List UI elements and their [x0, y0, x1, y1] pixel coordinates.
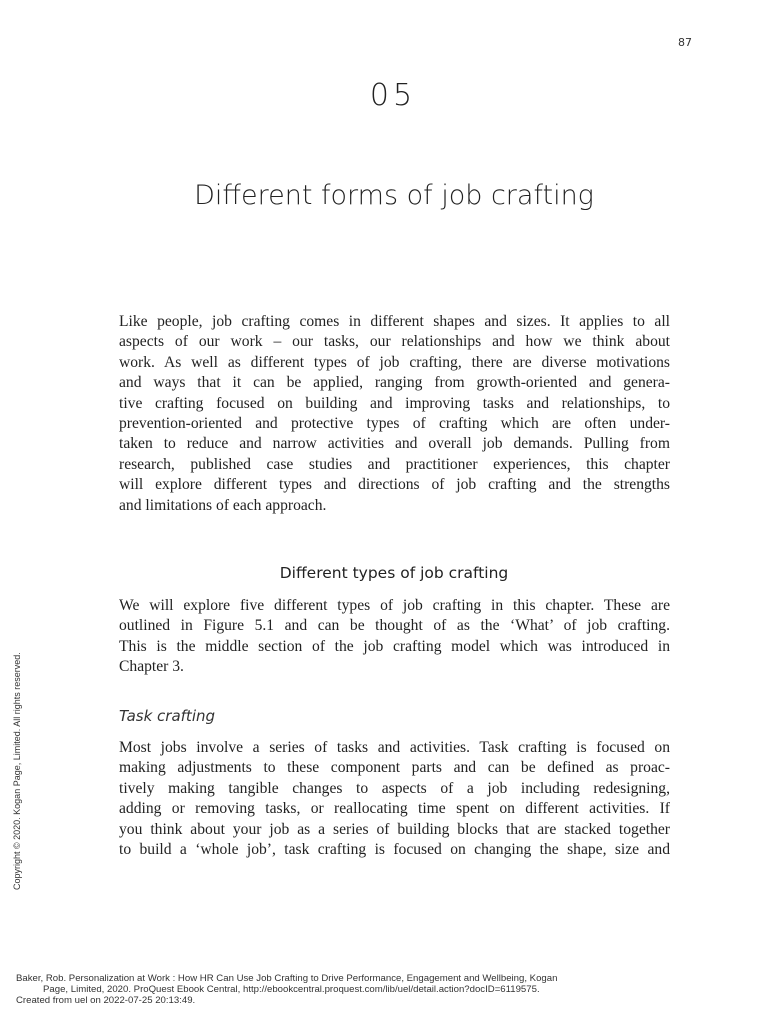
text-line: taken to reduce and narrow activities and overall job demands. Pulling from — [119, 435, 670, 453]
text-line: We will explore five different types of job crafting in this chapter. These are — [119, 597, 670, 614]
side-copyright: Copyright © 2020. Kogan Page, Limited. All rights reserved. — [12, 652, 22, 890]
text-line: to build a ‘whole job’, task crafting is focused on changing the shape, size and — [119, 841, 670, 859]
text-line: will explore different types and directions of job crafting and the strengths — [119, 476, 670, 494]
text-line: and ways that it can be applied, ranging from growth-oriented and genera- — [119, 374, 670, 392]
text-line: tively making tangible changes to aspects of a job including redesigning, — [119, 779, 670, 797]
text-line: making adjustments to these component parts and can be defined as proac- — [119, 759, 670, 777]
text-line: research, published case studies and practitioner experiences, this chapter — [119, 455, 670, 473]
footer-line: Baker, Rob. Personalization at Work : How HR Can Use Job Crafting to Drive Performance, Engagement and Wellbeing, Kogan — [16, 973, 558, 984]
citation-footer — [16, 973, 557, 1006]
text-line: Most jobs involve a series of tasks and activities. Task crafting is focused on — [119, 739, 670, 756]
text-line: work. As well as different types of job crafting, there are diverse motivations — [119, 353, 670, 371]
text-line: prevention-oriented and protective types of crafting which are often under- — [119, 415, 670, 433]
intro-paragraph — [119, 312, 670, 516]
text-line: outlined in Figure 5.1 and can be thought of as the ‘What’ of job crafting. — [119, 617, 670, 635]
text-line: This is the middle section of the job crafting model which was introduced in — [119, 637, 670, 655]
section-heading: Different types of job crafting — [279, 564, 509, 582]
footer-line: Created from uel on 2022-07-25 20:13:49. — [16, 995, 196, 1006]
footer-line: Page, Limited, 2020. ProQuest Ebook Central, http://ebookcentral.proquest.com/lib/uel/detail.action?docID=6119575. — [43, 984, 540, 995]
task-crafting-paragraph — [119, 738, 670, 860]
chapter-number: 05 — [369, 78, 417, 113]
text-line: adding or removing tasks, or reallocating time spent on different activities. If — [119, 800, 670, 818]
subsection-heading: Task crafting — [119, 707, 216, 725]
text-line: aspects of our work – our tasks, our relationships and how we think about — [119, 333, 670, 351]
chapter-title: Different forms of job crafting — [194, 180, 594, 211]
text-line: tive crafting focused on building and improving tasks and relationships, to — [119, 394, 670, 412]
page-number: 87 — [678, 36, 692, 49]
section-paragraph — [119, 596, 670, 678]
text-line: Chapter 3. — [119, 658, 184, 676]
text-line: and limitations of each approach. — [119, 496, 327, 514]
text-line: you think about your job as a series of building blocks that are stacked together — [119, 820, 670, 838]
text-line: Like people, job crafting comes in different shapes and sizes. It applies to all — [119, 313, 670, 330]
